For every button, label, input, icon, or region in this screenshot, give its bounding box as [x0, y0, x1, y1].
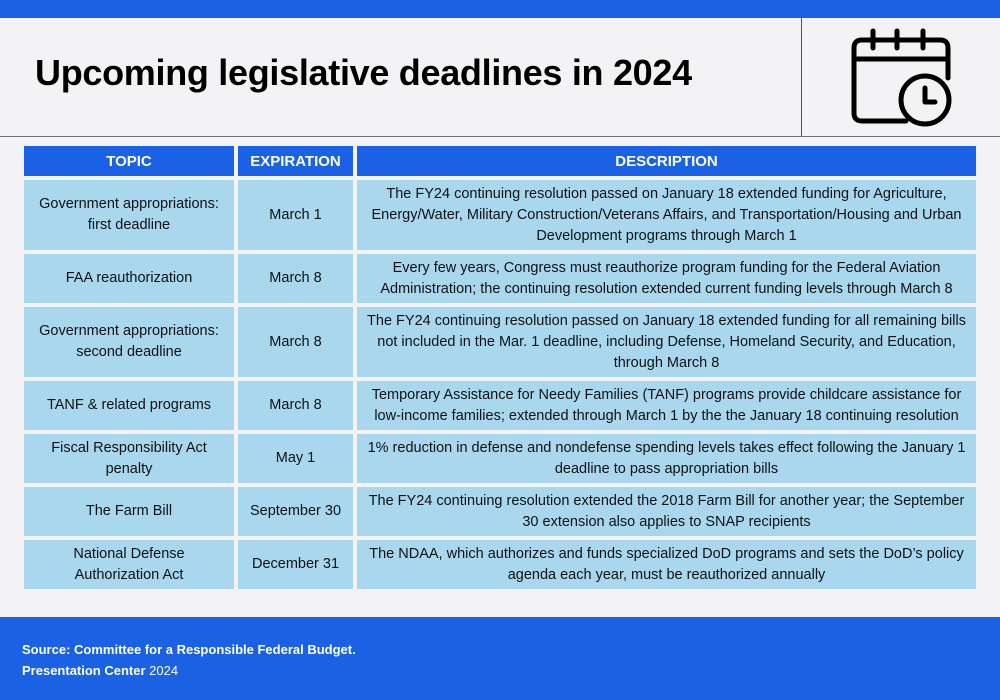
topic-cell: The Farm Bill	[24, 487, 234, 536]
description-cell: Every few years, Congress must reauthorize program funding for the Federal Aviation Administration; the continuing resolution extended current funding levels through March 8	[357, 254, 976, 303]
credit-line	[22, 663, 178, 678]
topic-cell: TANF & related programs	[24, 381, 234, 430]
description-cell: 1% reduction in defense and nondefense spending levels takes effect following the January 1 deadline to pass appropriation bills	[357, 434, 976, 483]
column-header-description: DESCRIPTION	[357, 146, 976, 176]
topic-cell: National Defense Authorization Act	[24, 540, 234, 589]
description-cell: The FY24 continuing resolution passed on January 18 extended funding for all remaining bills not included in the Mar. 1 deadline, including Defense, Homeland Security, and Education, through March 8	[357, 307, 976, 377]
expiration-cell: September 30	[238, 487, 353, 536]
header	[0, 18, 1000, 137]
deadlines-table	[24, 146, 976, 593]
description-cell: The NDAA, which authorizes and funds specialized DoD programs and sets the DoD’s policy agenda each year, must be reauthorized annually	[357, 540, 976, 589]
table-row	[24, 180, 976, 250]
table-row	[24, 487, 976, 536]
table-row	[24, 381, 976, 430]
table-header-row	[24, 146, 976, 176]
expiration-cell: May 1	[238, 434, 353, 483]
footer	[0, 617, 1000, 700]
table-row	[24, 254, 976, 303]
description-cell: Temporary Assistance for Needy Families (TANF) programs provide childcare assistance for low-income families; extended through March 1 by the the January 18 continuing resolution	[357, 381, 976, 430]
top-accent-bar	[0, 0, 1000, 18]
topic-cell: Fiscal Responsibility Act penalty	[24, 434, 234, 483]
page-title: Upcoming legislative deadlines in 2024	[35, 52, 692, 93]
expiration-cell: March 8	[238, 381, 353, 430]
description-cell: The FY24 continuing resolution extended the 2018 Farm Bill for another year; the September 30 extension also applies to SNAP recipients	[357, 487, 976, 536]
expiration-cell: March 1	[238, 180, 353, 250]
expiration-cell: March 8	[238, 307, 353, 377]
expiration-cell: December 31	[238, 540, 353, 589]
expiration-cell: March 8	[238, 254, 353, 303]
header-divider	[801, 18, 802, 136]
source-note: Source: Committee for a Responsible Federal Budget.	[22, 642, 356, 657]
column-header-topic: TOPIC	[24, 146, 234, 176]
description-cell: The FY24 continuing resolution passed on January 18 extended funding for Agriculture, Energy/Water, Military Construction/Veterans Affairs, and Transportation/Housing and Urban Development programs through March 1	[357, 180, 976, 250]
column-header-expiration: EXPIRATION	[238, 146, 353, 176]
topic-cell: Government appropriations: second deadline	[24, 307, 234, 377]
table-row	[24, 434, 976, 483]
credit-organization: Presentation Center	[22, 663, 146, 678]
credit-year: 2024	[149, 663, 179, 678]
table-row	[24, 307, 976, 377]
topic-cell: FAA reauthorization	[24, 254, 234, 303]
calendar-clock-icon	[848, 26, 956, 130]
table-row	[24, 540, 976, 589]
topic-cell: Government appropriations: first deadline	[24, 180, 234, 250]
